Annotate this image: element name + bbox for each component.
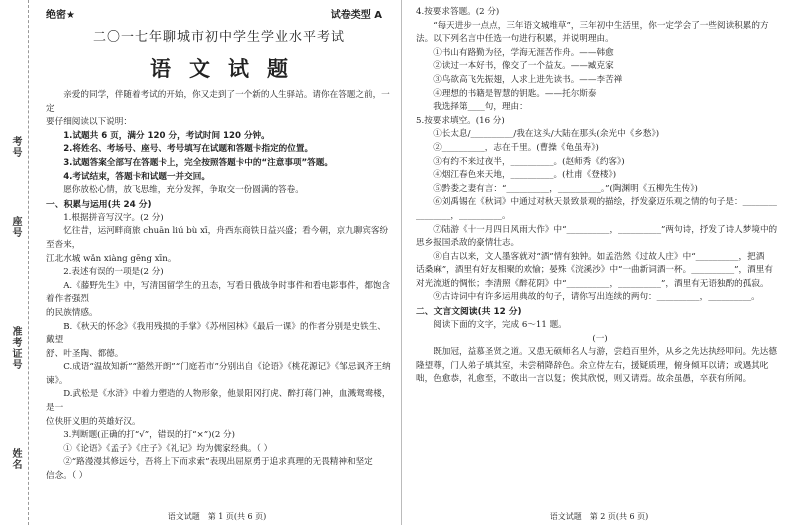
question-5: 5.按要求填空。(16 分) [416, 115, 505, 126]
exam-page-2 [404, 0, 794, 525]
binding-gutter [0, 0, 34, 525]
passage-line-2: 隆望尊，门人弟子填其室，未尝稍降辞色。余立侍左右，援疑质理，俯身倾耳以请；或遇其叱 [416, 360, 769, 371]
question-2-option-a-line-2: 的民族情感。 [46, 307, 98, 318]
question-4-choice: 我选择第____句，理由： [433, 102, 528, 113]
question-5-item-6-line-2: ________，__________。 [416, 210, 511, 221]
wish-text: 愿你放松心情，放飞思维，充分发挥，争取交一份圆满的答卷。 [63, 185, 304, 196]
question-5-item-3: ③有约不来过夜半，__________。(赵师秀《约客》) [433, 156, 625, 167]
rule-2: 2.将姓名、考场号、座号、考号填写在试题和答题卡指定的位置。 [63, 144, 314, 155]
exam-title: 二〇一七年聊城市初中学生学业水平考试 [92, 30, 345, 45]
quote-1: ①书山有路勤为径，学海无涯苦作舟。——韩愈 [433, 47, 614, 58]
question-4-text-line-1: “每天进步一点点，三年语文城堆草”，三年初中生活里，你一定学会了一些阅读积累的方 [433, 20, 769, 31]
exam-page-1 [34, 0, 400, 525]
question-5-item-9: ⑨古诗词中有许多运用典故的句子，请你写出连续的两句：__________，__________。 [433, 292, 760, 303]
question-4: 4.按要求答题。(2 分) [416, 7, 500, 17]
secret-mark: 绝密★ [46, 10, 75, 21]
cut-line [28, 0, 29, 525]
question-3-item-2-line-1: ②“路漫漫其修远兮，吾将上下而求索”表现出屈原勇于追求真理的无畏精神和坚定 [63, 457, 373, 468]
question-2-option-d-line-1: D.武松是《水浒》中着力塑造的人物形象，他景阳冈打虎、醉打蒋门神，血溅鸳鸯楼，是一 [46, 389, 391, 414]
question-4-text-line-2: 法。以下列名言中任选一句进行积累，并说明理由。 [416, 34, 614, 45]
rule-3: 3.试题答案全部写在答题卡上，完全按照答题卡中的“注意事项”答题。 [63, 157, 333, 168]
page-1-footer: 语文试题 第 1 页(共 6 页) [167, 512, 267, 521]
question-3: 3.判断题(正确的打“√”，错误的打“×”)(2 分) [63, 430, 235, 441]
gutter-label-admission-number: 准考证号 [10, 326, 21, 370]
question-5-item-8-line-1: ⑧自古以来，文人墨客就对“酒”情有独钟。如孟浩然《过故人庄》中“__________，把酒 [433, 251, 765, 262]
page-2-footer: 语文试题 第 2 页(共 6 页) [549, 512, 649, 521]
question-2-option-b-line-2: 舒、叶圣陶、都德。 [46, 348, 124, 359]
quote-3: ③鸟欲高飞先振翅，人求上进先读书。——李苦禅 [433, 74, 623, 85]
question-1: 1.根据拼音写汉字。(2 分) [63, 212, 164, 223]
question-5-item-7-line-2: 思乡报国杀敌的豪情壮志。 [416, 238, 520, 249]
header-line [46, 6, 392, 20]
question-5-item-1: ①长太息/__________/我在这头/大陆在那头(余光中《乡愁》) [433, 129, 660, 140]
question-3-item-2-line-2: 信念。（ ） [46, 471, 88, 482]
passage-line-3: 咄，色愈恭，礼愈至，不敢出一言以复；俟其欣悦，则又请焉。故余虽愚，卒获有所闻。 [416, 374, 752, 385]
question-5-item-8-line-3: 对光流逝的惆怅；李清照《醉花阴》中“__________，__________”，酒里有无语独酌的孤寂。 [416, 278, 769, 289]
paper-type: 试卷类型 A [330, 10, 382, 21]
question-5-item-4: ④烟江春色来天地，__________。(杜甫《登楼》) [433, 170, 617, 181]
section-2-heading: 二、文言文阅读(共 12 分) [416, 307, 522, 318]
rule-1: 1.试题共 6 页，满分 120 分，考试时间 120 分钟。 [63, 130, 270, 141]
intro-line-1: 亲爱的同学，伴随着考试的开始，你又走到了一个新的人生驿站。请你在答题之前，一定 [46, 90, 390, 114]
question-5-item-5: ⑤黔娄之妻有言：“__________，__________。”(陶渊明《五柳先生传》) [433, 183, 698, 194]
question-5-item-7-line-1: ⑦陆游《十一月四日风雨大作》中“__________，__________”两句诗，抒发了诗人梦境中的 [433, 224, 778, 235]
quote-2: ②读过一本好书，像交了一个益友。——臧克家 [433, 61, 614, 72]
intro-line-2: 要仔细阅读以下说明： [46, 117, 132, 128]
question-2-option-c: C.成语“温故知新”“豁然开朗”“门庭若市”分别出自《论语》《桃花源记》《邹忌讽齐王纳谏》。 [46, 362, 391, 386]
question-1-text-line-2: 江北水城 wǎn xiàng gēng xīn。 [46, 253, 177, 264]
passage-part-label: (一) [592, 333, 608, 344]
subject-title: 语文试题 [150, 56, 306, 81]
question-2-option-a-line-1: A.《藤野先生》中，写清国留学生的丑态，写看日俄战争时事件和看电影事件，都饱含着作者强烈 [46, 280, 391, 305]
page-divider [401, 0, 402, 525]
quote-4: ④理想的书籍是智慧的钥匙。——托尔斯泰 [433, 88, 597, 99]
gutter-label-seat-number: 座号 [10, 216, 21, 238]
passage-line-1: 既加冠，益慕圣贤之道。又患无硕师名人与游，尝趋百里外，从乡之先达执经叩问。先达德 [433, 347, 777, 358]
question-2-option-d-line-2: 位侠肝义胆的英雄好汉。 [46, 416, 141, 427]
reading-instructions: 阅读下面的文字，完成 6～11 题。 [433, 320, 567, 331]
question-5-item-8-line-2: 话桑麻”，酒里有好友相聚的欢愉；晏殊《浣溪沙》中“一曲新词酒一杯。__________”，酒里有 [416, 265, 773, 276]
question-3-item-1: ①《论语》《孟子》《庄子》《礼记》均为儒家经典。（ ） [63, 443, 273, 454]
gutter-label-exam-number: 考号 [10, 136, 21, 158]
rule-4: 4.考试结束，答题卡和试题一并交回。 [63, 171, 210, 182]
section-1-heading: 一、积累与运用(共 24 分) [46, 199, 152, 210]
question-5-item-2: ②__________，志在千里。(曹操《龟虽寿》) [433, 142, 599, 153]
gutter-label-name: 姓名 [10, 448, 21, 470]
question-2: 2.表述有误的一项是(2 分) [63, 267, 164, 278]
question-1-text-line-1: 忆往昔，运河畔商旅 chuān liú bù xī，舟西东商铁日益兴盛；看今朝，京九聊宾客纷至沓来， [46, 226, 389, 250]
question-2-option-b-line-1: B.《秋天的怀念》《我用残损的手掌》《苏州园林》《最后一课》的作者分别是史铁生、戴望 [46, 321, 386, 346]
question-5-item-6-line-1: ⑥刘禹锡在《秋词》中通过对秋天景致景观的描绘，抒发豪迈乐观之情的句子是：________ [433, 197, 777, 208]
